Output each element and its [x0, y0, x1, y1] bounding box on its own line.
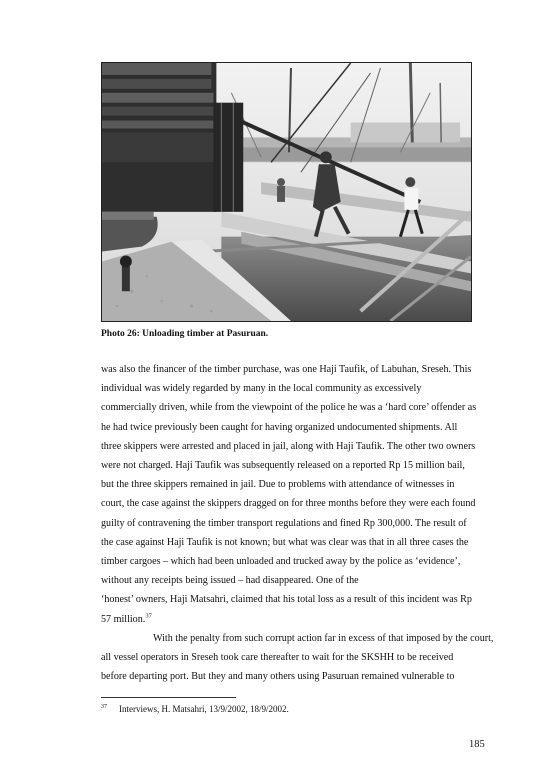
- text-line: [101, 382, 421, 396]
- text-line-content: ‘honest’ owners, Haji Matsahri, claimed that his total loss as a result of this incident was Rp: [101, 594, 472, 606]
- footnote-divider: [101, 697, 236, 698]
- text-line-content: three skippers were arrested and placed in jail, along with Haji Taufik. The other two owners: [101, 440, 476, 452]
- text-line-content: before departing port. But they and many others using Pasuruan remained vulnerable to: [101, 671, 455, 683]
- text-line: [101, 478, 454, 492]
- page-number: 185: [469, 739, 485, 750]
- text-line-content: but the three skippers remained in jail. Due to problems with attendance of witnesses in: [101, 479, 455, 491]
- text-line-content: With the penalty from such corrupt action far in excess of that imposed by the court,: [153, 632, 494, 644]
- text-line-content: individual was widely regarded by many in the local community as excessively: [101, 383, 422, 395]
- text-line-content: commercially driven, while from the viewpoint of the police he was a ‘hard core’ offender as: [101, 402, 477, 414]
- text-line: [101, 536, 468, 550]
- text-line: [153, 632, 493, 646]
- text-line: [101, 555, 460, 569]
- text-line-content: without any receipts being issued – had disappeared. One of the: [101, 575, 359, 587]
- text-line: [101, 517, 467, 531]
- photo-image: [102, 63, 471, 321]
- text-line: [101, 613, 152, 627]
- text-line: [101, 421, 457, 435]
- text-line: [101, 401, 476, 415]
- text-line-content: was also the financer of the timber purchase, was one Haji Taufik, of Labuhan, Sreseh. This: [101, 364, 472, 375]
- text-line-content: the case against Haji Taufik is not known; but what was clear was that in all three cases the: [101, 536, 469, 548]
- footnote-number: 37: [101, 704, 107, 710]
- footnote: [101, 704, 289, 714]
- text-line-content: 57 million.: [101, 613, 146, 625]
- text-line-content: were not charged. Haji Taufik was subsequently released on a reported Rp 15 million bail,: [101, 460, 465, 471]
- photo-caption: Photo 26: Unloading timber at Pasuruan.: [101, 329, 269, 339]
- text-line-content: guilty of contravening the timber transport regulations and fined Rp 300,000. The result of: [101, 517, 467, 529]
- text-line-content: he had twice previously been caught for having organized undocumented shipments. All: [101, 421, 458, 433]
- photo-unloading-timber: [101, 62, 472, 322]
- footnote-text: Interviews, H. Matsahri, 13/9/2002, 18/9/2002.: [119, 704, 289, 714]
- text-line: [101, 459, 465, 473]
- text-line-content: all vessel operators in Sreseh took care thereafter to wait for the SKSHH to be received: [101, 652, 454, 663]
- footnote-reference[interactable]: 37: [145, 612, 152, 620]
- text-line: [101, 670, 454, 684]
- text-line: [101, 593, 472, 607]
- text-line-content: court, the case against the skippers dragged on for three months before they were each found: [101, 498, 476, 510]
- text-line: [101, 651, 453, 665]
- text-line: [101, 497, 475, 511]
- text-line: [101, 363, 471, 377]
- text-line-content: timber cargoes – which had been unloaded and trucked away by the police as ‘evidence’,: [101, 556, 461, 567]
- text-line: [101, 574, 359, 588]
- text-line: [101, 440, 475, 454]
